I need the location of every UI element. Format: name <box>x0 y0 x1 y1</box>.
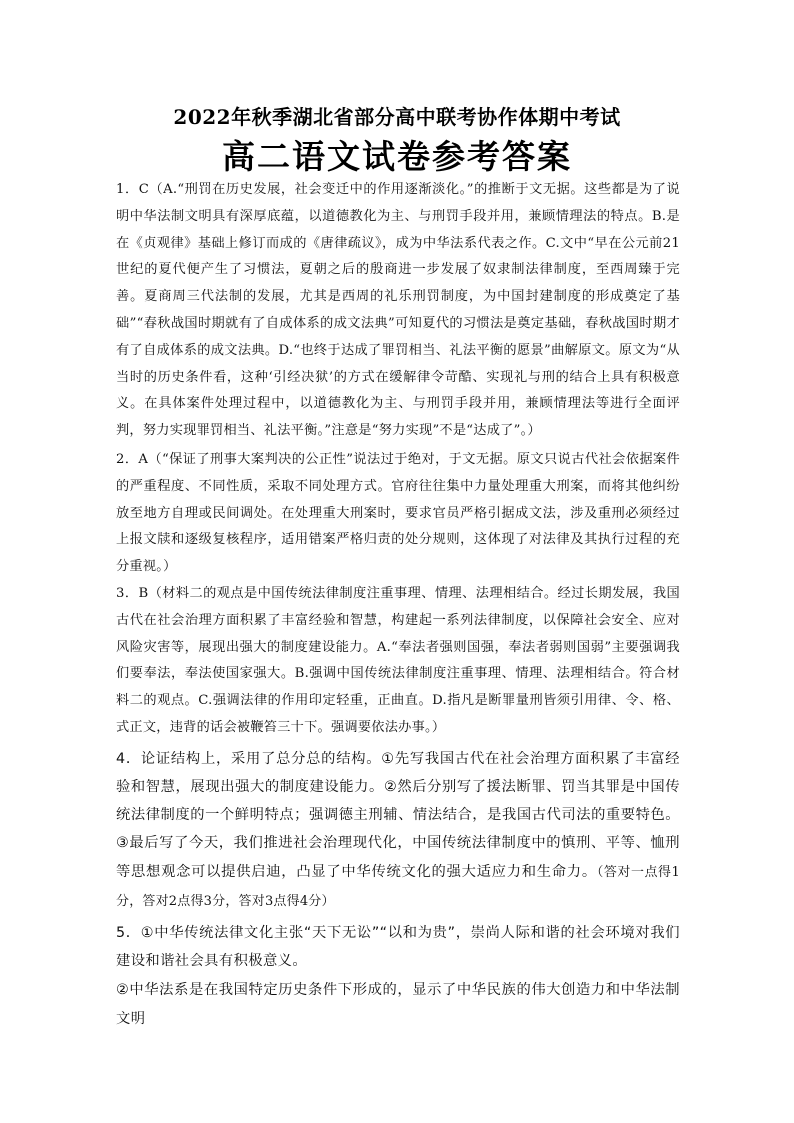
answer-2-text: 2．A（“保证了刑事大案判决的公正性”说法过于绝对，于文无据。原文只说古代社会依据案件的严重程度、不同性质，采取不同处理方式。官府往往集中力量处理重大刑案，而将其他纠纷放至地方自理或民间调处。在处理重大刑案时，要求官员严格引据成文法，涉及重刑必须经过上报文牍和逐级复核程序，适用错案严格归责的处分规则，这体现了对法律及其执行过程的充分重视。） <box>116 451 680 575</box>
answer-5-point-1-text: 5．①中华传统法律文化主张“天下无讼”“以和为贵”，崇尚人际和谐的社会环境对我们建设和谐社会具有积极意义。 <box>116 924 680 970</box>
answer-key-title: 高二语文试卷参考答案 <box>222 137 572 176</box>
answer-5-point-2-text: ②中华法系是在我国特定历史条件下形成的，显示了中华民族的伟大创造力和中华法制文明 <box>116 982 680 1027</box>
exam-title: 2022年秋季湖北省部分高中联考协作体期中考试 <box>173 105 621 129</box>
answer-1-text: 1．C（A.“刑罚在历史发展，社会变迁中的作用逐渐淡化。”的推断于文无据。这些都是为了说明中华法制文明具有深厚底蕴，以道德教化为主、与刑罚手段并用，兼顾情理法的特点。B.是在《贞观律》基础上修订而成的《唐律疏议》，成为中华法系代表之作。C.文中“早在公元前21世纪的夏代便产生了习惯法，夏朝之后的殷商进一步发展了奴隶制法律制度，至西周臻于完善。夏商周三代法制的发展，尤其是西周的礼乐刑罚制度，为中国封建制度的形成奠定了基础”“春秋战国时期就有了自成体系的成文法典”可知夏代的习惯法是奠定基础，春秋战国时期才有了自成体系的成文法典。D.“也终于达成了罪罚相当、礼法平衡的愿景”曲解原文。原文为“从当时的历史条件看，这种‘引经决狱’的方式在缓解律令苛酷、实现礼与刑的结合上具有积极意义。在具体案件处理过程中，以道德教化为主、与刑罚手段并用，兼顾情理法等进行全面评判，努力实现罪罚相当、礼法平衡。”注意是“努力实现”不是“达成了”。） <box>116 182 680 439</box>
answer-5-point-1 <box>116 919 680 975</box>
answer-4-scoring-note: （答对一点得1分，答对2点得3分，答对3点得4分） <box>116 864 681 909</box>
answer-2 <box>116 447 680 581</box>
answers-body <box>116 177 680 1033</box>
answer-4 <box>116 745 680 916</box>
answer-5-point-2 <box>116 976 680 1032</box>
answer-1 <box>116 177 680 445</box>
answer-3-text: 3．B（材料二的观点是中国传统法律制度注重事理、情理、法理相结合。经过长期发展，我国古代在社会治理方面积累了丰富经验和智慧，构建起一系列法律制度，以保障社会安全、应对风险灾害等，展现出强大的制度建设能力。A.“奉法者强则国强，奉法者弱则国弱”主要强调我们要奉法，奉法使国家强大。B.强调中国传统法律制度注重事理、情理、法理相结合。符合材料二的观点。C.强调法律的作用印定轻重，正曲直。D.指凡是断罪量刑皆须引用律、令、格、式正文，违背的话会被鞭笞三十下。强调要依法办事。） <box>116 585 680 735</box>
answer-3 <box>116 581 680 742</box>
answer-4-text: 4．论证结构上，采用了总分总的结构。①先写我国古代在社会治理方面积累了丰富经验和智慧，展现出强大的制度建设能力。②然后分别写了援法断罪、罚当其罪是中国传统法律制度的一个鲜明特点；强调德主刑辅、情法结合，是我国古代司法的重要特色。③最后写了今天，我们推进社会治理现代化，中国传统法律制度中的慎刑、平等、恤刑等思想观念可以提供启迪，凸显了中华传统文化的强大适应力和生命力。 <box>116 750 680 880</box>
